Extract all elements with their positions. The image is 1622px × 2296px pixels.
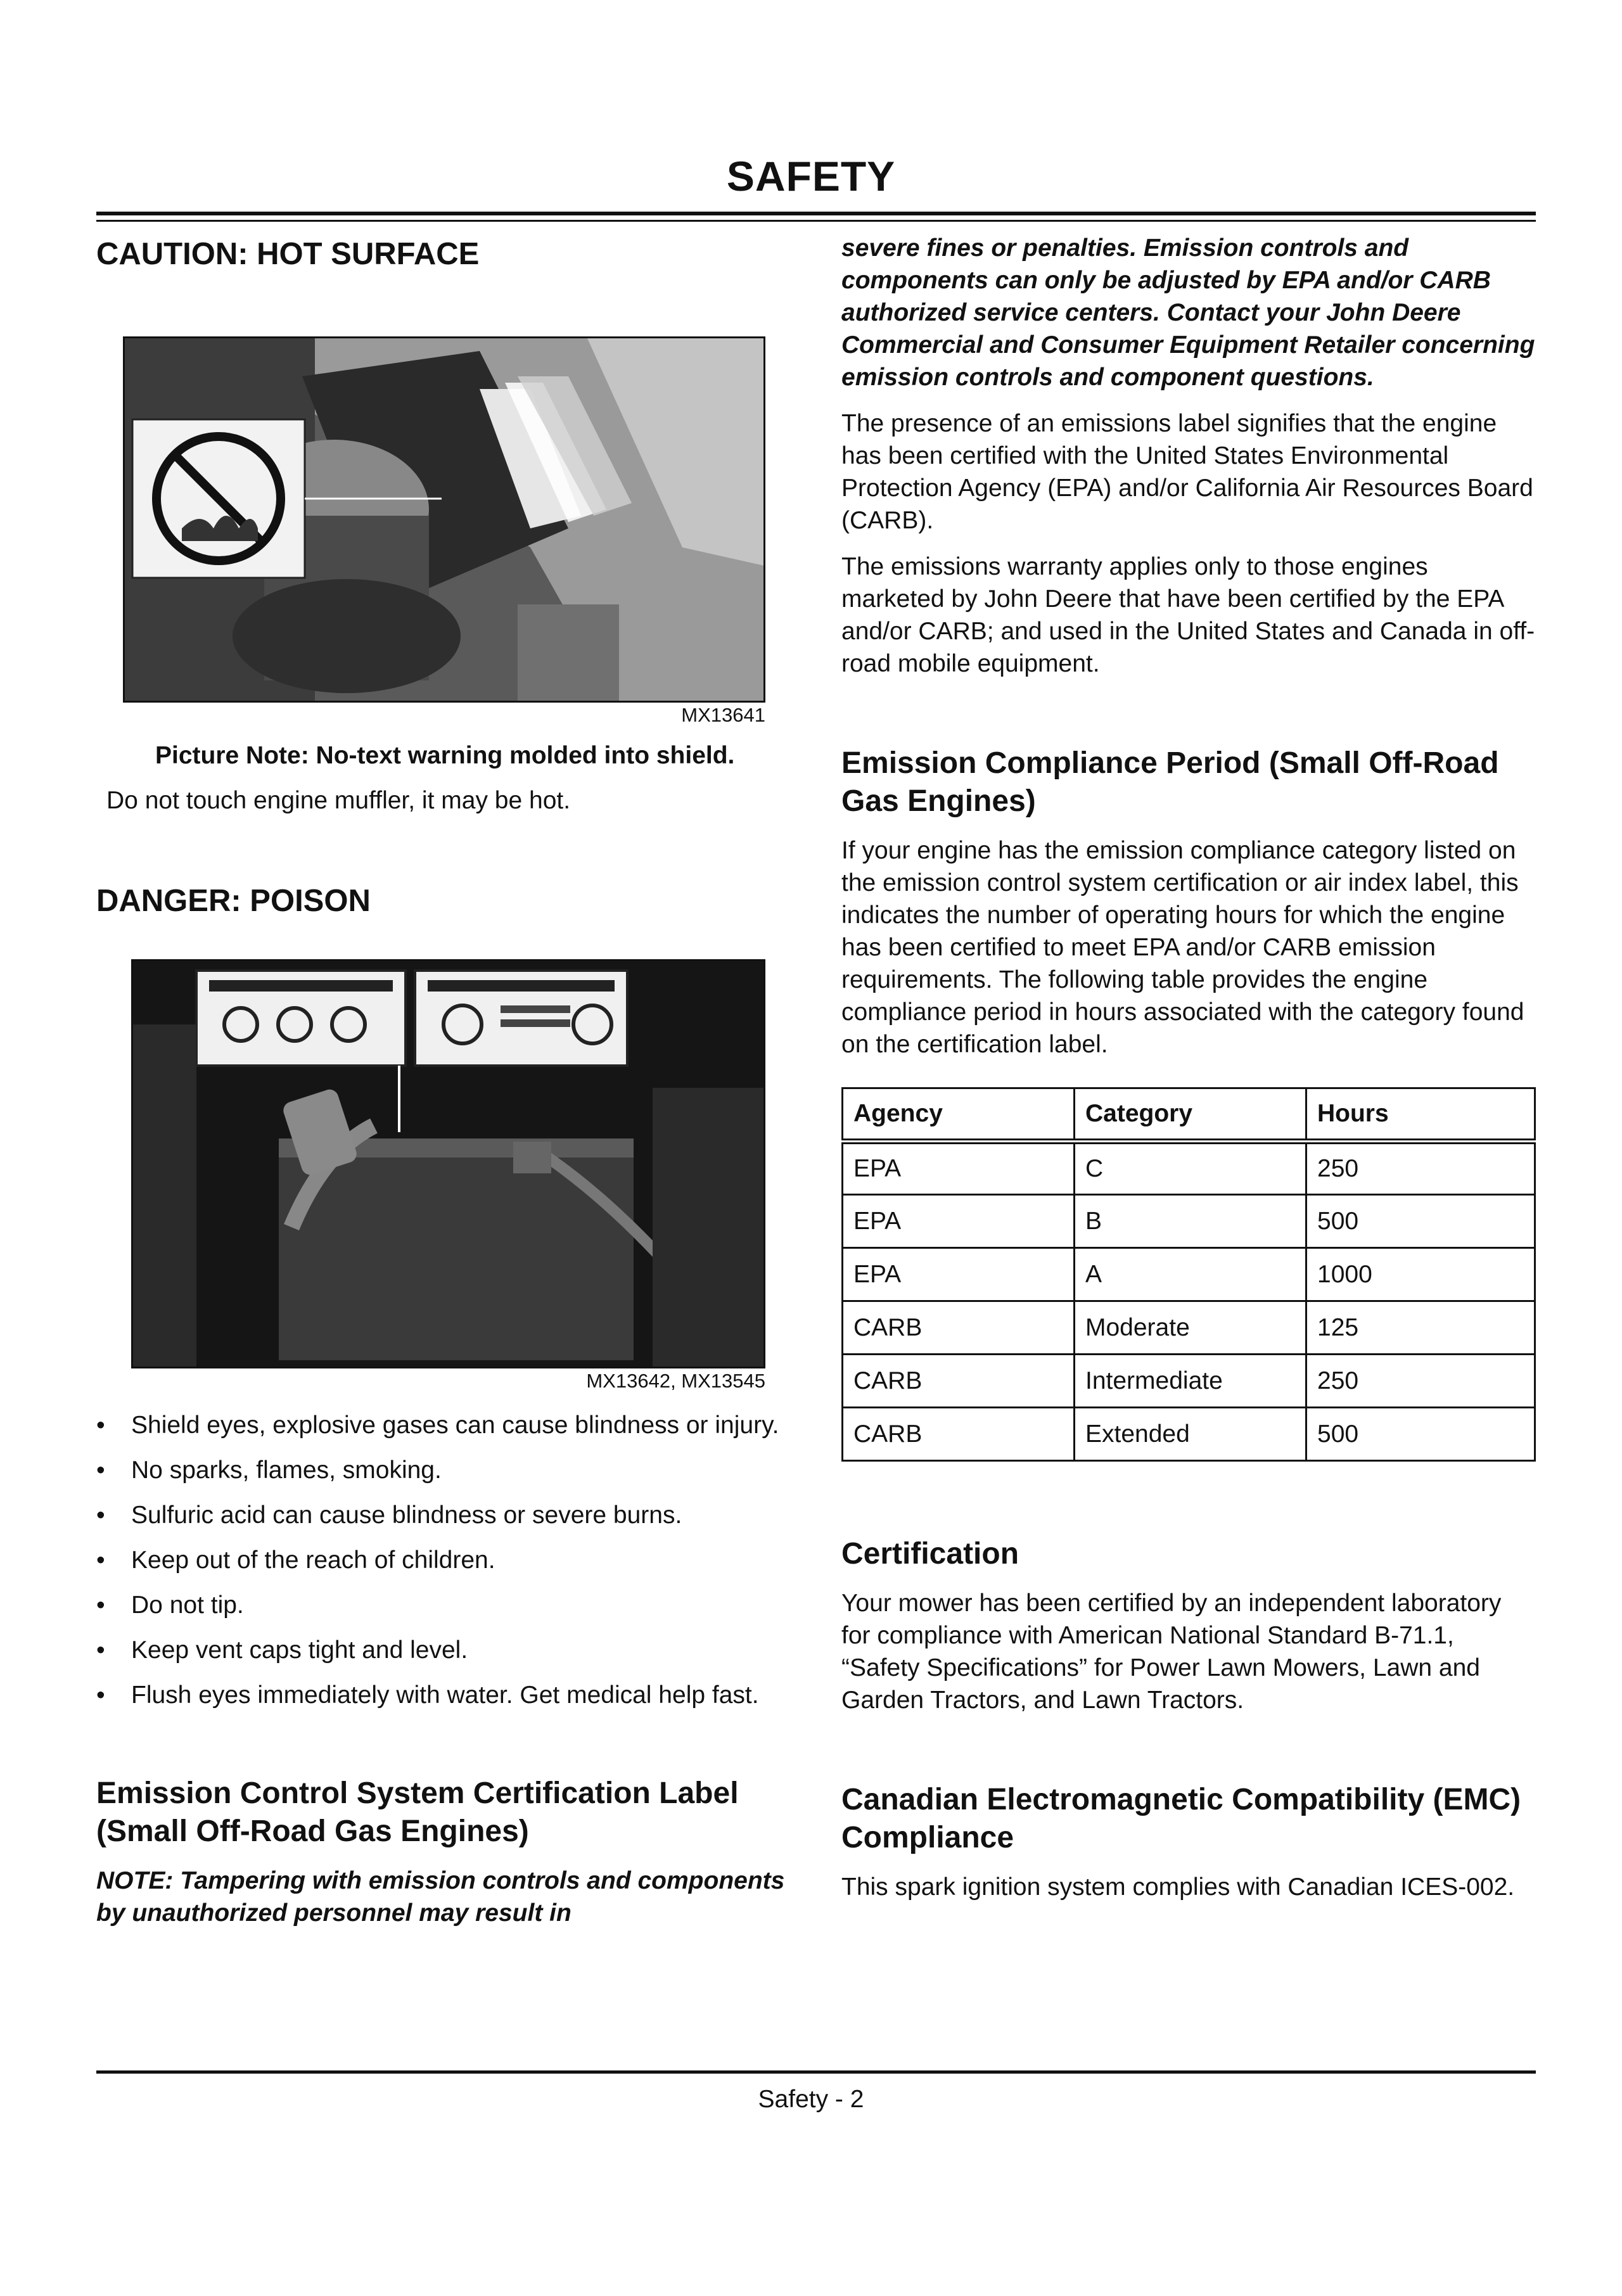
table-cell: 500 [1306, 1408, 1535, 1461]
column-header-hours: Hours [1306, 1088, 1535, 1142]
left-column [96, 228, 787, 1929]
table-row [843, 1195, 1535, 1248]
table-cell: C [1075, 1142, 1306, 1195]
list-item: • Shield eyes, explosive gases can cause blindness or injury. [96, 1411, 779, 1439]
emc-text: This spark ignition system complies with Canadian ICES-002. [841, 1873, 1515, 1901]
list-item: • Keep vent caps tight and level. [96, 1636, 468, 1664]
battery-photo [133, 961, 765, 1368]
list-item: • No sparks, flames, smoking. [96, 1456, 442, 1484]
emission-label-heading: Emission Control System Certification Label (Small Off-Road Gas Engines) [96, 1776, 739, 1848]
table-cell: 500 [1306, 1195, 1535, 1248]
table-cell: EPA [843, 1142, 1075, 1195]
compliance-text: If your engine has the emission compliance category listed on the emission control system certification or air index label, this indicates the number of operating hours for which the engine has been certified to meet EPA and/or CARB emission requirements. The following table provides the engine compliance period in hours associated with the category found on the certification label. [841, 837, 1524, 1058]
table-cell: EPA [843, 1248, 1075, 1301]
danger-heading: DANGER: POISON [96, 883, 371, 918]
hot-surface-figure [123, 336, 765, 703]
table-cell: B [1075, 1195, 1306, 1248]
picture-note: Picture Note: No-text warning molded into shield. [155, 741, 735, 769]
emission-note-continued: severe fines or penalties. Emission controls and components can only be adjusted by EPA and/or CARB authorized service centers. Contact your John Deere Commercial and Consumer Equipment Retailer concerning emission controls and component questions. [841, 234, 1535, 391]
certification-heading: Certification [841, 1537, 1019, 1571]
table-row [843, 1248, 1535, 1301]
emission-label-para-1: The presence of an emissions label signifies that the engine has been certified with the United States Environmental Protection Agency (EPA) and/or California Air Resources Board (CARB). [841, 410, 1533, 534]
list-item: • Do not tip. [96, 1591, 244, 1619]
header-rule-thin [96, 220, 1536, 222]
column-header-agency: Agency [843, 1088, 1075, 1142]
danger-bullet-list [96, 1409, 787, 1711]
table-cell: 250 [1306, 1142, 1535, 1195]
battery-figure [131, 959, 765, 1368]
figure-caption-mx13642: MX13642, MX13545 [586, 1369, 765, 1392]
table-row [843, 1142, 1535, 1195]
table-cell: CARB [843, 1408, 1075, 1461]
list-item: • Keep out of the reach of children. [96, 1546, 495, 1574]
compliance-table [841, 1087, 1536, 1462]
page-footer: Safety - 2 [758, 2086, 864, 2113]
table-cell: 125 [1306, 1301, 1535, 1355]
table-cell: CARB [843, 1301, 1075, 1355]
table-cell: Intermediate [1075, 1355, 1306, 1408]
list-item: • Flush eyes immediately with water. Get medical help fast. [96, 1681, 759, 1709]
table-cell: 1000 [1306, 1248, 1535, 1301]
table-cell: Moderate [1075, 1301, 1306, 1355]
table-cell: Extended [1075, 1408, 1306, 1461]
emc-heading: Canadian Electromagnetic Compatibility (EMC) Compliance [841, 1783, 1521, 1854]
right-column [841, 228, 1536, 1903]
emission-note-start: NOTE: Tampering with emission controls and components by unauthorized personnel may result in [96, 1866, 785, 1927]
caution-heading: CAUTION: HOT SURFACE [96, 237, 480, 271]
table-cell: 250 [1306, 1355, 1535, 1408]
figure-caption-mx13641: MX13641 [681, 703, 765, 726]
emission-label-para-2: The emissions warranty applies only to those engines marketed by John Deere that have been certified by the EPA and/or CARB; and used in the United States and Canada in off-road mobile equipment. [841, 553, 1535, 677]
caution-text: Do not touch engine muffler, it may be hot. [106, 786, 571, 814]
column-header-category: Category [1075, 1088, 1306, 1142]
table-cell: EPA [843, 1195, 1075, 1248]
table-cell: CARB [843, 1355, 1075, 1408]
table-cell: A [1075, 1248, 1306, 1301]
footer-rule [96, 2070, 1536, 2074]
list-item: • Sulfuric acid can cause blindness or severe burns. [96, 1501, 682, 1529]
muffler-shield-photo [125, 338, 765, 703]
table-row [843, 1355, 1535, 1408]
table-row [843, 1301, 1535, 1355]
certification-text: Your mower has been certified by an independent laboratory for compliance with American National Standard B-71.1, “Safety Specifications” for Power Lawn Mowers, Lawn and Garden Tractors, and Lawn Tractors. [841, 1590, 1502, 1714]
table-row [843, 1408, 1535, 1461]
header-rule [96, 212, 1536, 215]
table-header-row [843, 1088, 1535, 1142]
compliance-heading: Emission Compliance Period (Small Off-Road Gas Engines) [841, 746, 1499, 818]
page-title: SAFETY [726, 153, 896, 200]
